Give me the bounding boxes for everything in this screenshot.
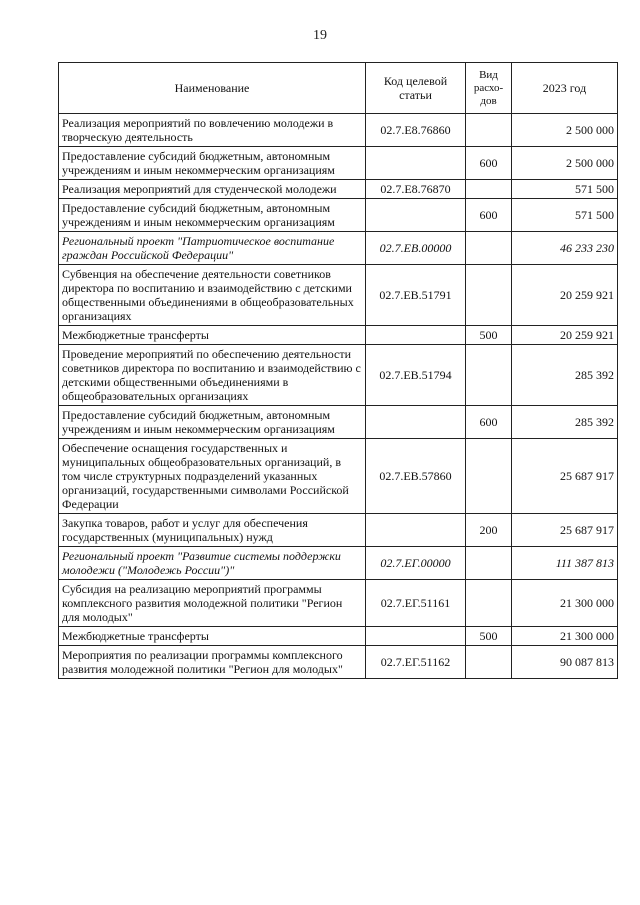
table-row xyxy=(59,547,618,580)
row-code-cell: 02.7.ЕВ.57860 xyxy=(366,439,466,514)
row-code-cell: 02.7.Е8.76870 xyxy=(366,180,466,199)
row-name-cell: Региональный проект "Развитие системы поддержки молодежи ("Молодежь России")" xyxy=(59,547,366,580)
row-code-cell: 02.7.ЕВ.51791 xyxy=(366,265,466,326)
row-code-cell xyxy=(366,627,466,646)
row-name-cell: Закупка товаров, работ и услуг для обеспечения государственных (муниципальных) нужд xyxy=(59,514,366,547)
row-kind-cell xyxy=(466,439,512,514)
row-amount-cell: 25 687 917 xyxy=(512,439,618,514)
row-name-cell: Региональный проект "Патриотическое воспитание граждан Российской Федерации" xyxy=(59,232,366,265)
row-name-cell: Межбюджетные трансферты xyxy=(59,627,366,646)
row-kind-cell: 600 xyxy=(466,199,512,232)
table-row xyxy=(59,147,618,180)
row-amount-cell: 21 300 000 xyxy=(512,627,618,646)
row-amount-cell: 571 500 xyxy=(512,199,618,232)
table-row xyxy=(59,114,618,147)
table-header-row xyxy=(59,63,618,114)
table-row xyxy=(59,232,618,265)
row-kind-cell xyxy=(466,580,512,627)
table-row xyxy=(59,580,618,627)
row-name-cell: Реализация мероприятий для студенческой молодежи xyxy=(59,180,366,199)
row-amount-cell: 20 259 921 xyxy=(512,265,618,326)
row-kind-cell xyxy=(466,180,512,199)
row-code-cell: 02.7.ЕВ.00000 xyxy=(366,232,466,265)
row-code-cell xyxy=(366,147,466,180)
row-name-cell: Проведение мероприятий по обеспечению деятельности советников директора по воспитанию и взаимодействию с детскими общественными объединениями в общеобразовательных организациях xyxy=(59,345,366,406)
row-code-cell: 02.7.Е8.76860 xyxy=(366,114,466,147)
row-kind-cell xyxy=(466,646,512,679)
row-code-cell: 02.7.ЕГ.51161 xyxy=(366,580,466,627)
row-code-cell: 02.7.ЕВ.51794 xyxy=(366,345,466,406)
row-kind-cell xyxy=(466,265,512,326)
row-name-cell: Субсидия на реализацию мероприятий программы комплексного развития молодежной политики "Регион для молодых" xyxy=(59,580,366,627)
header-kind: Вид расхо-дов xyxy=(466,63,512,114)
row-code-cell xyxy=(366,199,466,232)
table-row xyxy=(59,199,618,232)
row-code-cell: 02.7.ЕГ.00000 xyxy=(366,547,466,580)
row-name-cell: Обеспечение оснащения государственных и муниципальных общеобразовательных организаций, в том числе структурных подразделений указанных организаций, государственными символами Российской Федерации xyxy=(59,439,366,514)
row-code-cell xyxy=(366,326,466,345)
row-name-cell: Межбюджетные трансферты xyxy=(59,326,366,345)
row-kind-cell: 500 xyxy=(466,326,512,345)
table-row xyxy=(59,406,618,439)
table-row xyxy=(59,326,618,345)
row-code-cell xyxy=(366,406,466,439)
page-number: 19 xyxy=(313,28,327,43)
row-amount-cell: 90 087 813 xyxy=(512,646,618,679)
table-row xyxy=(59,439,618,514)
row-name-cell: Предоставление субсидий бюджетным, автономным учреждениям и иным некоммерческим организациям xyxy=(59,199,366,232)
row-kind-cell xyxy=(466,547,512,580)
row-code-cell xyxy=(366,514,466,547)
table-row xyxy=(59,345,618,406)
row-amount-cell: 21 300 000 xyxy=(512,580,618,627)
row-amount-cell: 571 500 xyxy=(512,180,618,199)
budget-table xyxy=(58,62,618,679)
row-kind-cell: 200 xyxy=(466,514,512,547)
row-amount-cell: 2 500 000 xyxy=(512,147,618,180)
row-kind-cell xyxy=(466,345,512,406)
table-row xyxy=(59,265,618,326)
row-name-cell: Реализация мероприятий по вовлечению молодежи в творческую деятельность xyxy=(59,114,366,147)
row-amount-cell: 2 500 000 xyxy=(512,114,618,147)
row-code-cell: 02.7.ЕГ.51162 xyxy=(366,646,466,679)
table-row xyxy=(59,514,618,547)
row-kind-cell: 600 xyxy=(466,406,512,439)
row-amount-cell: 46 233 230 xyxy=(512,232,618,265)
row-name-cell: Субвенция на обеспечение деятельности советников директора по воспитанию и взаимодействию с детскими общественными объединениями в общеобразовательных организациях xyxy=(59,265,366,326)
row-amount-cell: 111 387 813 xyxy=(512,547,618,580)
row-kind-cell: 600 xyxy=(466,147,512,180)
row-amount-cell: 20 259 921 xyxy=(512,326,618,345)
table-row xyxy=(59,627,618,646)
row-name-cell: Предоставление субсидий бюджетным, автономным учреждениям и иным некоммерческим организациям xyxy=(59,147,366,180)
row-name-cell: Предоставление субсидий бюджетным, автономным учреждениям и иным некоммерческим организациям xyxy=(59,406,366,439)
header-code: Код целевой статьи xyxy=(366,63,466,114)
row-name-cell: Мероприятия по реализации программы комплексного развития молодежной политики "Регион для молодых" xyxy=(59,646,366,679)
table-row xyxy=(59,180,618,199)
table-row xyxy=(59,646,618,679)
row-kind-cell: 500 xyxy=(466,627,512,646)
row-amount-cell: 285 392 xyxy=(512,406,618,439)
header-year: 2023 год xyxy=(512,63,618,114)
header-name: Наименование xyxy=(59,63,366,114)
row-amount-cell: 285 392 xyxy=(512,345,618,406)
row-kind-cell xyxy=(466,232,512,265)
row-kind-cell xyxy=(466,114,512,147)
row-amount-cell: 25 687 917 xyxy=(512,514,618,547)
